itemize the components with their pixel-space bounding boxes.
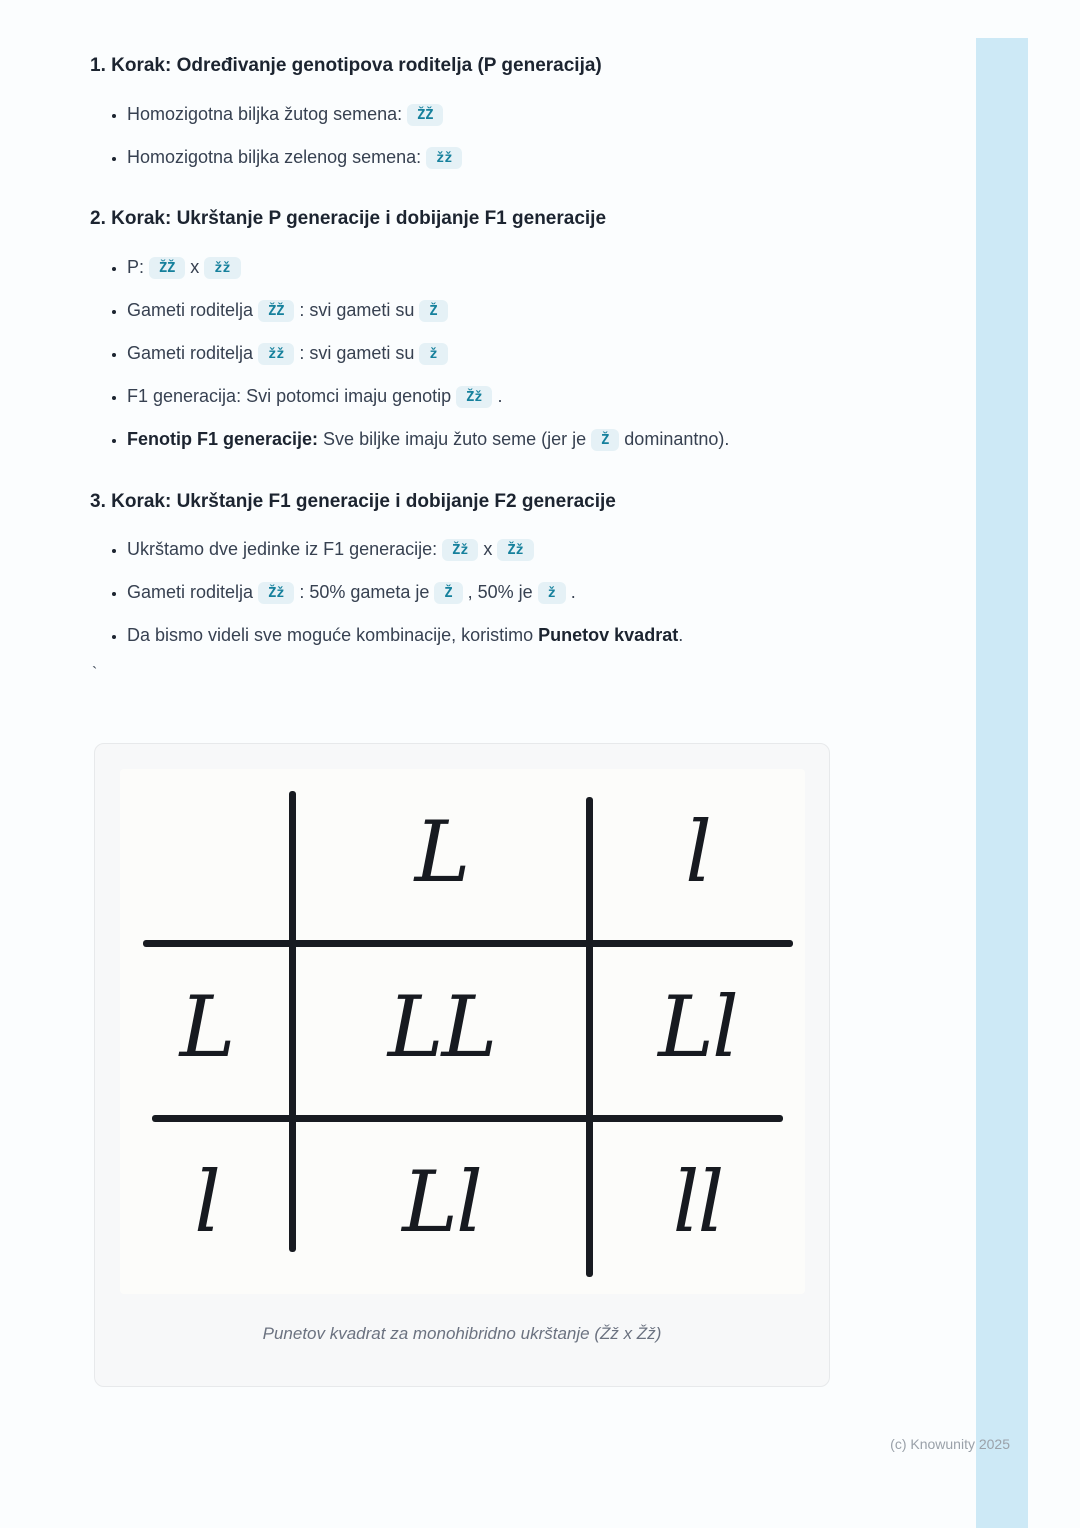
bullet-list	[90, 101, 810, 172]
punnett-cell: l	[194, 1153, 219, 1252]
list-item	[127, 144, 810, 172]
genotype-badge: žž	[258, 343, 294, 365]
list-item	[127, 579, 810, 607]
genotype-badge: Žž	[258, 582, 294, 604]
list-item	[127, 536, 810, 564]
punnett-cell: Ll	[658, 978, 737, 1077]
text-segment: Sve biljke imaju žuto seme (jer je	[318, 428, 592, 449]
sections	[90, 54, 810, 650]
text-segment: .	[565, 582, 576, 603]
bullet-list	[90, 254, 810, 453]
genotype-badge: Žž	[442, 539, 478, 561]
genotype-badge: ŽŽ	[407, 104, 443, 126]
text-segment: .	[678, 625, 684, 646]
bold-text: Punetov kvadrat	[538, 625, 679, 646]
bold-text: Fenotip F1 generacije:	[127, 428, 319, 449]
text-segment: Gameti roditelja	[127, 300, 259, 321]
punnett-square-image	[120, 769, 805, 1294]
text-segment: Da bismo videli sve moguće kombinacije, koristimo	[127, 625, 539, 646]
genotype-badge: Žž	[497, 539, 533, 561]
punnett-cell: Ll	[402, 1153, 481, 1252]
genotype-badge: ž	[538, 582, 566, 604]
text-segment: Gameti roditelja	[127, 342, 259, 363]
list-item	[127, 101, 810, 129]
list-item	[127, 622, 810, 650]
text-segment: Ukrštamo dve jedinke iz F1 generacije:	[127, 539, 443, 560]
text-segment: F1 generacija: Svi potomci imaju genotip	[127, 385, 457, 406]
genotype-badge: ŽŽ	[258, 300, 294, 322]
text-segment: P:	[127, 257, 150, 278]
genotype-badge: Žž	[456, 386, 492, 408]
bullet-list	[90, 536, 810, 650]
genotype-badge: žž	[426, 147, 462, 169]
text-segment: Homozigotna biljka zelenog semena:	[127, 146, 427, 167]
list-item	[127, 297, 810, 325]
genotype-badge: Ž	[419, 300, 447, 322]
genotype-badge: ž	[419, 343, 447, 365]
text-segment: x	[185, 257, 205, 278]
section-heading: 2. Korak: Ukrštanje P generacije i dobijanje F1 generacije	[90, 208, 607, 230]
right-edge-strip	[976, 38, 1028, 1528]
punnett-cell: L	[179, 978, 234, 1077]
list-item	[127, 426, 810, 454]
punnett-cell-empty	[120, 769, 293, 944]
punnett-cell: LL	[387, 978, 496, 1077]
text-segment: Gameti roditelja	[127, 582, 259, 603]
text-segment: : 50% gameta je	[294, 582, 435, 603]
list-item	[127, 383, 810, 411]
text-segment: Homozigotna biljka žutog semena:	[127, 103, 408, 124]
punnett-figure-card	[94, 743, 830, 1387]
punnett-grid	[120, 769, 805, 1294]
text-segment: .	[492, 385, 503, 406]
copyright-text: (c) Knowunity 2025	[890, 1436, 1010, 1452]
text-segment: dominantno).	[619, 428, 730, 449]
text-segment: , 50% je	[462, 582, 538, 603]
punnett-cell: L	[414, 803, 469, 902]
figure-caption: Punetov kvadrat za monohibridno ukrštanje (Žž x Žž)	[262, 1323, 662, 1343]
text-segment: x	[478, 539, 498, 560]
list-item	[127, 340, 810, 368]
genotype-badge: ŽŽ	[149, 257, 185, 279]
genotype-badge: Ž	[591, 429, 619, 451]
section-heading: 3. Korak: Ukrštanje F1 generacije i dobijanje F2 generacije	[90, 490, 616, 512]
genotype-badge: žž	[204, 257, 240, 279]
list-item	[127, 254, 810, 282]
text-segment: : svi gameti su	[294, 300, 420, 321]
text-segment: : svi gameti su	[294, 342, 420, 363]
genotype-badge: Ž	[434, 582, 462, 604]
punnett-cell: l	[685, 803, 710, 902]
section-heading: 1. Korak: Određivanje genotipova roditelja (P generacija)	[90, 55, 602, 76]
stray-backtick: `	[92, 664, 98, 682]
punnett-cell: ll	[672, 1153, 723, 1252]
